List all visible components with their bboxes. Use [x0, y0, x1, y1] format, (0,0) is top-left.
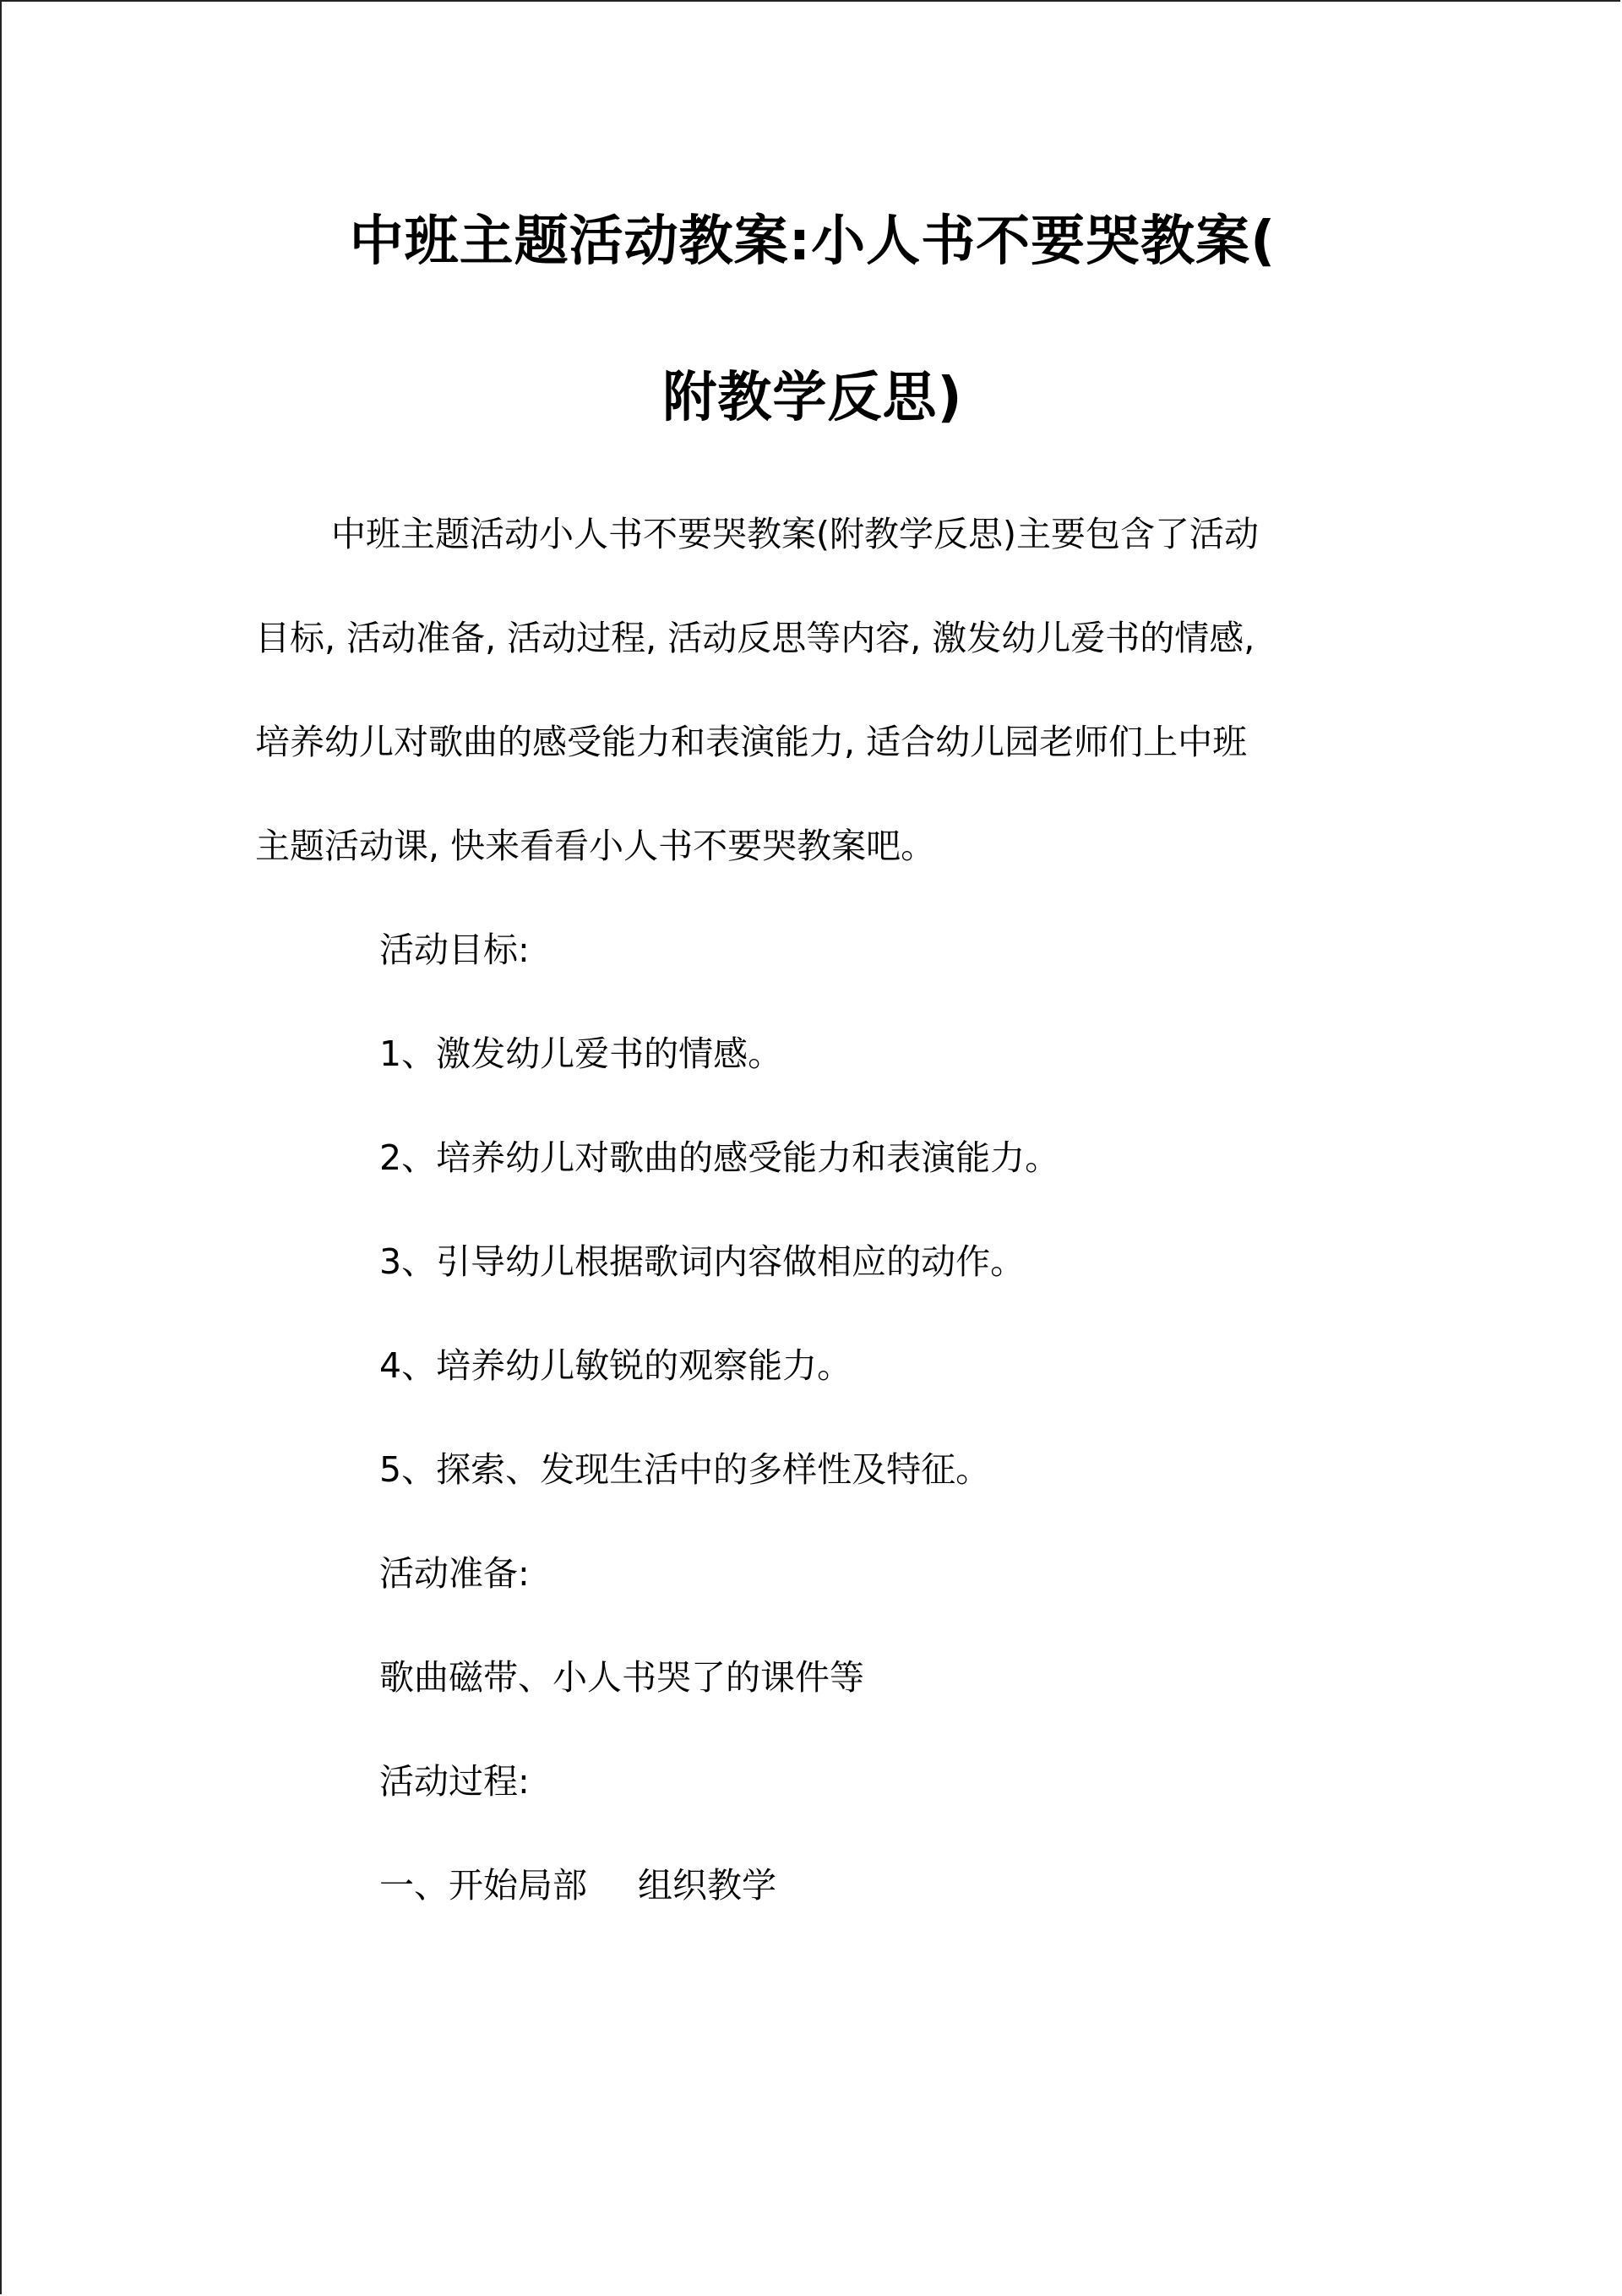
process-step-1	[379, 1865, 776, 1906]
goal-item-4: 4、培养幼儿敏锐的观察能力。	[379, 1345, 852, 1386]
document-title-line-2: 附教学反思)	[662, 367, 963, 429]
goal-item-5: 5、探索、发现生活中的多样性及特征。	[379, 1449, 991, 1490]
process-step-1-label: 一、开始局部	[379, 1865, 587, 1906]
intro-paragraph-line-4: 主题活动课, 快来看看小人书不要哭教案吧。	[255, 826, 936, 866]
intro-paragraph-line-3: 培养幼儿对歌曲的感受能力和表演能力, 适合幼儿园老师们上中班	[255, 722, 1248, 762]
document-title-line-1: 中班主题活动教案:小人书不要哭教案(	[349, 210, 1276, 273]
goal-item-2: 2、培养幼儿对歌曲的感受能力和表演能力。	[379, 1137, 1060, 1178]
prep-text: 歌曲磁带、小人书哭了的课件等	[379, 1657, 864, 1698]
prep-heading: 活动准备:	[379, 1553, 530, 1594]
goals-heading: 活动目标:	[379, 930, 530, 970]
intro-paragraph-line-1: 中班主题活动小人书不要哭教案(附教学反思)主要包含了活动	[331, 514, 1259, 554]
intro-paragraph-line-2: 目标, 活动准备, 活动过程, 活动反思等内容, 激发幼儿爱书的情感,	[255, 618, 1255, 658]
goal-item-1: 1、激发幼儿爱书的情感。	[379, 1033, 783, 1074]
process-heading: 活动过程:	[379, 1761, 530, 1802]
goal-item-3: 3、引导幼儿根据歌词内容做相应的动作。	[379, 1241, 1026, 1282]
process-step-1-text: 组织教学	[638, 1865, 776, 1906]
